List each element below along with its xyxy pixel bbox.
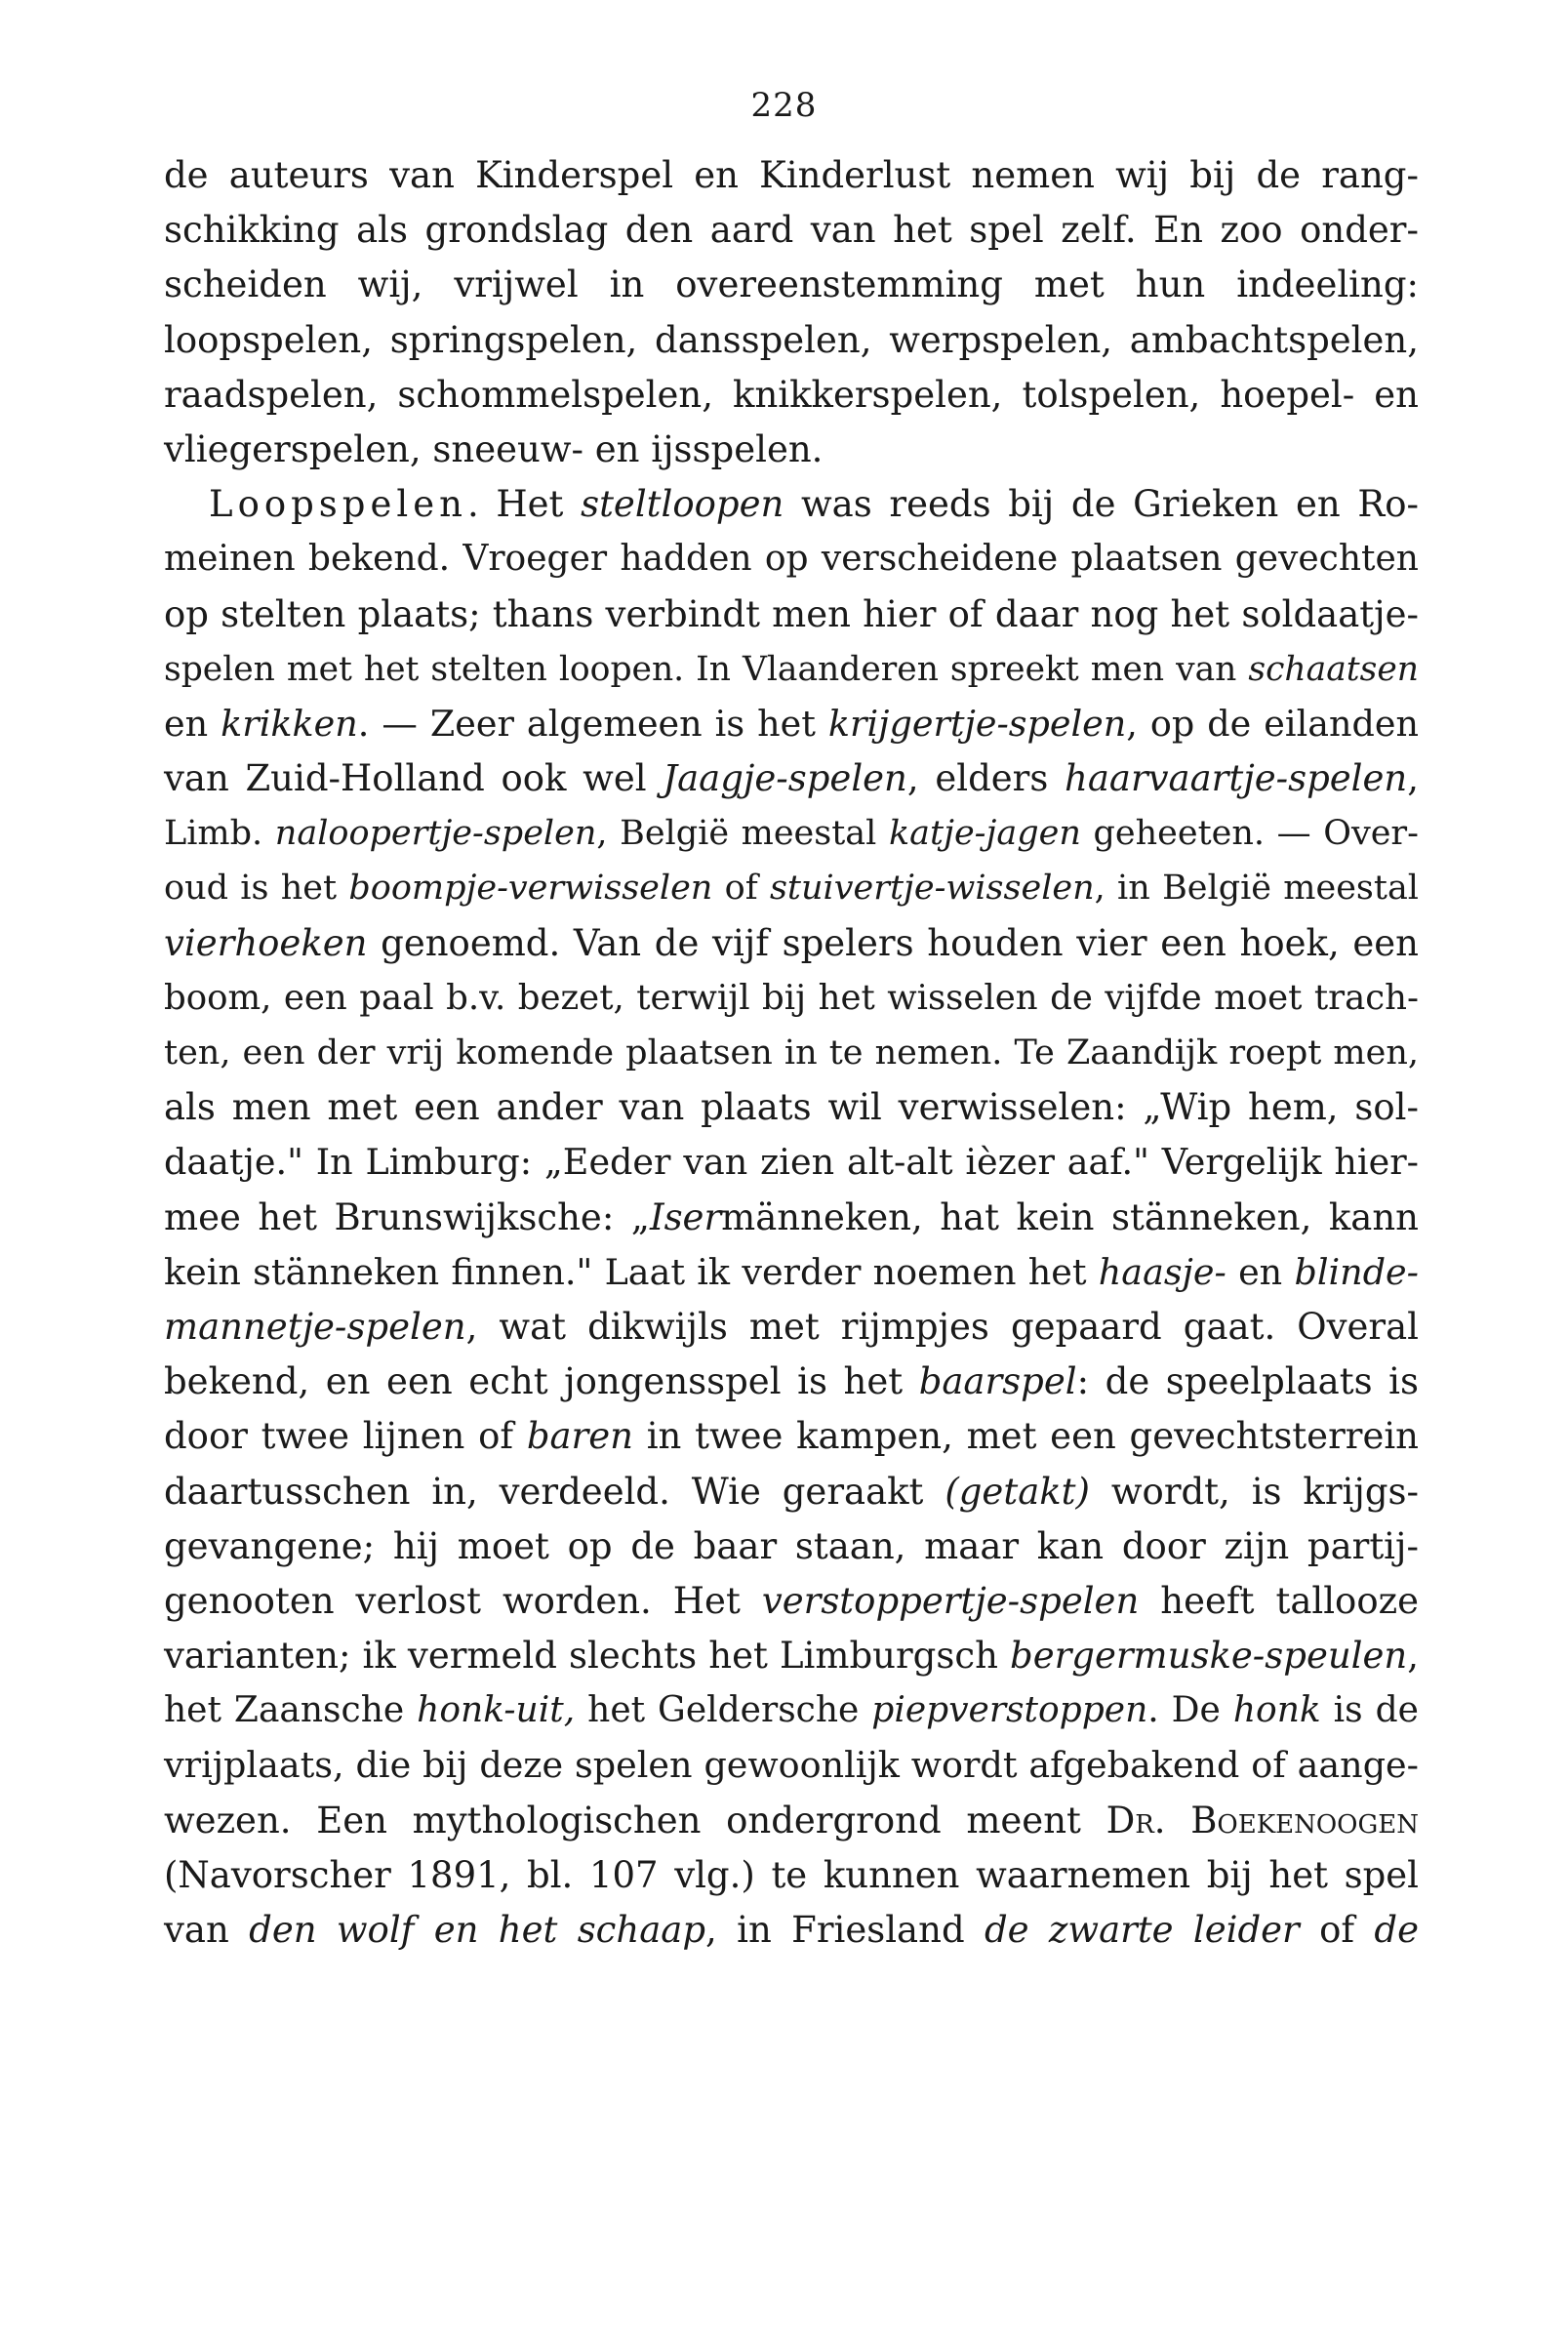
text-line: [164, 1465, 1419, 1519]
text-line: [164, 1903, 1419, 1958]
text-line: [164, 1738, 1419, 1793]
text-line: [164, 1080, 1419, 1135]
italic-term: stuivertje-wisselen: [769, 869, 1095, 909]
text-run: op stelten plaats; thans verbindt men hier of daar nog het soldaatje-: [164, 592, 1419, 635]
italic-term: den wolf en het schaap: [249, 1909, 706, 1951]
body-text: [164, 148, 1419, 1958]
text-run: genooten verlost worden. Het: [164, 1579, 762, 1622]
text-run: ,: [1407, 757, 1419, 800]
text-line: [164, 1629, 1419, 1683]
text-line: [164, 697, 1419, 751]
italic-term: boompje-verwisselen: [348, 869, 713, 909]
text-line: [164, 532, 1419, 587]
text-run: geheeten. — Over-: [1080, 814, 1419, 854]
text-run: en: [164, 702, 221, 745]
text-run: van: [164, 1909, 250, 1951]
text-run: , in Friesland: [705, 1909, 985, 1951]
italic-term: steltloopen: [581, 483, 784, 526]
italic-term: schaatsen: [1248, 649, 1419, 689]
text-line: [164, 1026, 1419, 1080]
text-line: [164, 916, 1419, 971]
text-line: [164, 313, 1419, 368]
text-run: in twee kampen, met een gevechtsterrein: [632, 1415, 1420, 1458]
italic-term: honk: [1232, 1690, 1321, 1731]
text-run: kein stänneken finnen." Laat ik verder noemen het: [164, 1250, 1099, 1293]
text-run: : de speelplaats is: [1076, 1360, 1419, 1403]
text-run: daatje." In Limburg: „Eeder van zien alt-alt ièzer aaf." Vergelijk hier-: [164, 1141, 1419, 1184]
italic-term: (getakt): [945, 1470, 1090, 1513]
italic-term: krikken: [221, 702, 358, 745]
italic-term: de: [1374, 1909, 1419, 1951]
italic-term: katje-jagen: [888, 814, 1081, 854]
text-line: [164, 861, 1419, 915]
text-run: heeft tallooze: [1139, 1579, 1419, 1622]
page-number: 228: [750, 86, 818, 125]
author-name: Dr. Boekenoogen: [1106, 1799, 1419, 1841]
text-run: boom, een paal b.v. bezet, terwijl bij het wisselen de vijfde moet trach-: [164, 977, 1419, 1018]
text-run: van Zuid-Holland ook wel: [164, 757, 663, 800]
italic-term: honk-uit,: [417, 1690, 576, 1731]
text-run: ,: [1407, 1635, 1419, 1678]
text-run: gevangene; hij moet op de baar staan, maar kan door zijn partij-: [164, 1524, 1419, 1567]
italic-term: de zwarte leider: [984, 1909, 1300, 1951]
text-run: daartusschen in, verdeeld. Wie geraakt: [164, 1470, 945, 1513]
text-run: genoemd. Van de vijf spelers houden vier een hoek, een: [367, 921, 1419, 964]
text-run: ten, een der vrij komende plaatsen in te nemen. Te Zaandijk roept men,: [164, 1033, 1419, 1072]
text-run: loopspelen, springspelen, dansspelen, werpspelen, ambachtspelen,: [164, 318, 1419, 361]
text-run: (Navorscher 1891, bl. 107 vlg.) te kunnen waarnemen bij het spel: [164, 1853, 1419, 1896]
italic-term: krijgertje-spelen: [827, 702, 1127, 745]
text-run: . Het: [466, 483, 582, 526]
text-run: varianten; ik vermeld slechts het Limburgsch: [164, 1635, 1011, 1678]
text-line: [164, 203, 1419, 258]
section-heading: Loopspelen: [209, 483, 467, 526]
text-run: Limb.: [164, 814, 275, 854]
text-run: oud is het: [164, 869, 349, 909]
text-run: bekend, en een echt jongensspel is het: [164, 1360, 919, 1403]
text-run: , in België meestal: [1094, 869, 1419, 909]
text-line: [164, 1300, 1419, 1355]
text-run: is de: [1320, 1690, 1419, 1731]
text-line: [164, 587, 1419, 642]
text-run: , elders: [906, 757, 1065, 800]
text-line: [164, 148, 1419, 203]
text-line: [164, 1135, 1419, 1190]
text-line: [164, 1355, 1419, 1409]
text-line: [164, 1245, 1419, 1300]
text-run: , op de eilanden: [1126, 702, 1419, 745]
text-run: vliegerspelen, sneeuw- en ijsspelen.: [164, 427, 824, 470]
text-run: en: [1226, 1250, 1295, 1293]
italic-term: vierhoeken: [164, 921, 368, 964]
text-line: [164, 1191, 1419, 1245]
text-run: het Zaansche: [164, 1690, 418, 1731]
italic-term: naloopertje-spelen: [274, 814, 597, 854]
text-run: mee het Brunswijksche: „: [164, 1195, 650, 1238]
italic-term: haarvaartje-spelen: [1065, 757, 1408, 800]
text-run: of: [712, 869, 770, 909]
italic-term: mannetje-spelen: [164, 1305, 466, 1348]
text-run: de auteurs van Kinderspel en Kinderlust nemen wij bij de rang-: [164, 154, 1419, 196]
text-line: [164, 1794, 1419, 1848]
italic-term: baarspel: [918, 1360, 1077, 1403]
text-run: als men met een ander van plaats wil verwisselen: „Wip hem, sol-: [164, 1086, 1419, 1129]
text-line: [164, 751, 1419, 806]
text-line: [164, 1519, 1419, 1574]
text-run: vrijplaats, die bij deze spelen gewoonlijk wordt afgebakend of aange-: [164, 1744, 1419, 1787]
text-run: . De: [1147, 1690, 1233, 1731]
italic-term: piepverstoppen: [871, 1690, 1148, 1731]
text-line: [164, 477, 1419, 532]
italic-term: haasje-: [1098, 1250, 1226, 1293]
italic-term: baren: [526, 1415, 633, 1458]
text-line: [164, 258, 1419, 312]
text-run: wordt, is krijgs-: [1089, 1470, 1419, 1513]
text-run: wezen. Een mythologischen ondergrond meent: [164, 1799, 1106, 1841]
text-line: [164, 423, 1419, 477]
italic-term: Iser: [649, 1195, 722, 1238]
text-line: [164, 1574, 1419, 1629]
text-run: , België meestal: [596, 814, 889, 854]
text-run: , wat dikwijls met rijmpjes gepaard gaat. Overal: [465, 1305, 1419, 1348]
text-line: [164, 806, 1419, 861]
text-run: scheiden wij, vrijwel in overeenstemming met hun indeeling:: [164, 263, 1419, 306]
text-run: het Geldersche: [575, 1690, 872, 1731]
text-run: of: [1299, 1909, 1375, 1951]
italic-term: blinde-: [1294, 1250, 1419, 1293]
text-line: [164, 971, 1419, 1026]
text-run: spelen met het stelten loopen. In Vlaanderen spreekt men van: [164, 649, 1249, 689]
text-run: was reeds bij de Grieken en Ro-: [784, 483, 1419, 526]
text-line: [164, 1683, 1419, 1738]
italic-term: bergermuske-speulen: [1010, 1635, 1408, 1678]
text-line: [164, 368, 1419, 423]
text-line: [164, 1848, 1419, 1903]
text-run: . — Zeer algemeen is het: [357, 702, 828, 745]
text-run: schikking als grondslag den aard van het spel zelf. En zoo onder-: [164, 209, 1419, 252]
text-run: männeken, hat kein stänneken, kann: [721, 1195, 1419, 1238]
text-run: door twee lijnen of: [164, 1415, 527, 1458]
text-run: raadspelen, schommelspelen, knikkerspelen, tolspelen, hoepel- en: [164, 373, 1419, 416]
text-line: [164, 1409, 1419, 1464]
text-run: meinen bekend. Vroeger hadden op verscheidene plaatsen gevechten: [164, 539, 1419, 580]
italic-term: Jaagje-spelen: [663, 757, 907, 800]
text-line: [164, 642, 1419, 697]
italic-term: verstoppertje-spelen: [761, 1579, 1140, 1622]
